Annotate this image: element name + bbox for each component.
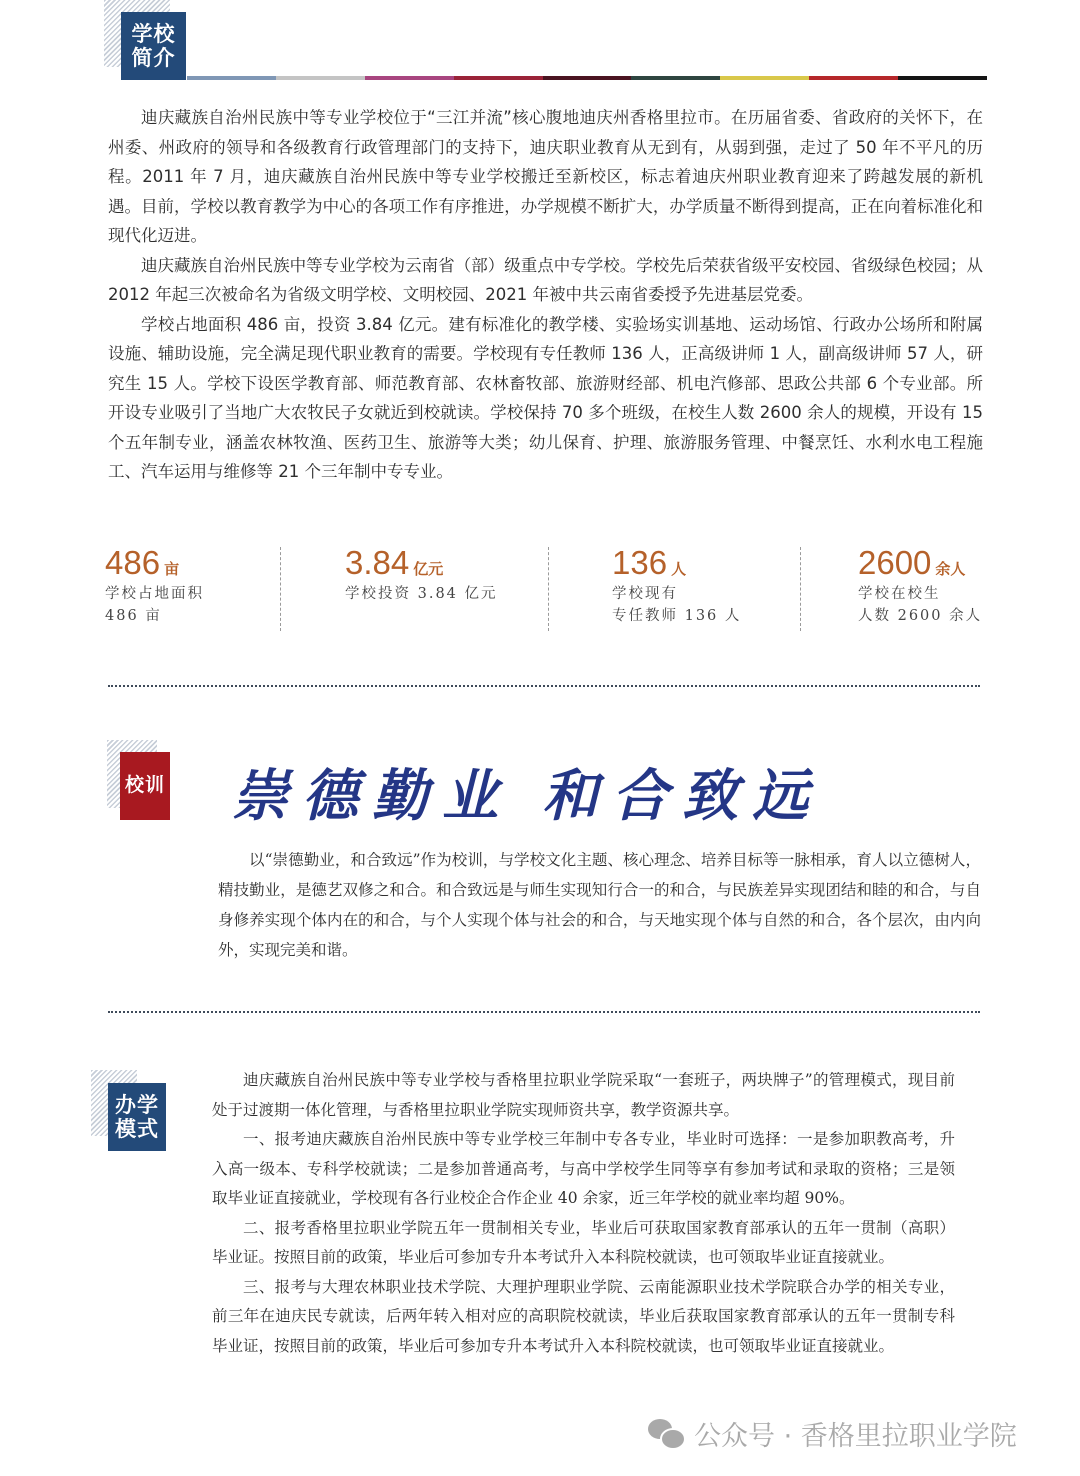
motto-text bbox=[218, 845, 981, 965]
stripe-segment bbox=[187, 76, 276, 80]
model-paragraph-4: 三、报考与大理农林职业技术学院、大理护理职业学院、云南能源职业技术学院联合办学的相关专业，前三年在迪庆民专就读，后两年转入相对应的高职院校就读，毕业后获取国家教育部承认的五年一贯制专科毕业证，按照目前的政策，毕业后可参加专升本考试升入本科院校就读，也可领取毕业证直接就业。 bbox=[212, 1277, 955, 1355]
stat-unit: 余人 bbox=[935, 560, 966, 578]
stat-desc-line1: 学校占地面积 bbox=[105, 586, 204, 602]
model-paragraph-2: 一、报考迪庆藏族自治州民族中等专业学校三年制中专各专业，毕业时可选择：一是参加职教高考，升入高一级本、专科学校就读；二是参加普通高考，与高中学校学生同等享有参加考试和录取的资格；三是领取毕业证直接就业，学校现有各行业校企合作企业 40 余家，近三年学校的就业率均超 90%。 bbox=[212, 1130, 955, 1207]
stripe-segment bbox=[365, 76, 454, 80]
intro-paragraph-1: 迪庆藏族自治州民族中等专业学校位于“三江并流”核心腹地迪庆州香格里拉市。在历届省委、省政府的关怀下，在州委、州政府的领导和各级教育行政管理部门的支持下，迪庆职业教育从无到有，从弱到强，走过了 50 年不平凡的历程。2011 年 7 月，迪庆藏族自治州民族中等专业学校搬迁至新校区，标志着迪庆州职业教育迎来了跨越发展的新机遇。目前，学校以教育教学为中心的各项工作有序推进，办学规模不断扩大，办学质量不断得到提高，正在向着标准化和现代化迈进。 bbox=[108, 108, 983, 245]
stat-desc bbox=[345, 583, 535, 605]
stripe-segment bbox=[809, 76, 898, 80]
motto-part1: 崇德勤业 bbox=[232, 763, 512, 829]
stripe-segment bbox=[454, 76, 543, 80]
stripe-segment bbox=[276, 76, 365, 80]
stat-desc-line2: 专任教师 136 人 bbox=[612, 608, 742, 624]
model-text bbox=[212, 1066, 955, 1361]
wechat-watermark bbox=[648, 1414, 1017, 1453]
intro-paragraph-3: 学校占地面积 486 亩，投资 3.84 亿元。建有标准化的教学楼、实验场实训基地、运动场馆、行政办公场所和附属设施、辅助设施，完全满足现代职业教育的需要。学校现有专任教师 136 人，正高级讲师 1 人，副高级讲师 57 人，研究生 15 人。学校下设医学教育部、师范教育部、农林畜牧部、旅游财经部、机电汽修部、思政公共部 6 个专业部。所开设专业吸引了当地广大农牧民子女就近到校就读。学校保持 70 多个班级，在校生人数 2600 余人的规模，开设有 15 个五年制专业，涵盖农林牧渔、医药卫生、旅游等大类；幼儿保育、护理、旅游服务管理、中餐烹饪、水利水电工程施工、汽车运用与维修等 21 个三年制中专专业。 bbox=[108, 314, 983, 481]
intro-badge-line1: 学校 bbox=[131, 21, 176, 46]
stat-desc-line1: 学校在校生 bbox=[858, 586, 941, 602]
stripe-segment bbox=[543, 76, 632, 80]
color-stripe-divider bbox=[187, 76, 987, 80]
intro-text bbox=[108, 103, 983, 487]
watermark-text: 公众号 · 香格里拉职业学院 bbox=[694, 1421, 1017, 1452]
intro-badge bbox=[121, 12, 186, 80]
stat-desc bbox=[105, 583, 275, 627]
dotted-separator bbox=[108, 1011, 980, 1013]
stat-divider bbox=[800, 547, 801, 631]
model-paragraph-3: 二、报考香格里拉职业学院五年一贯制相关专业，毕业后可获取国家教育部承认的五年一贯制（高职）毕业证。按照目前的政策，毕业后可参加专升本考试升入本科院校就读，也可领取毕业证直接就业。 bbox=[212, 1218, 955, 1266]
motto-paragraph: 以“崇德勤业，和合致远”作为校训，与学校文化主题、核心理念、培养目标等一脉相承，育人以立德树人，精技勤业，是德艺双修之和合。和合致远是与师生实现知行合一的和合，与民族差异实现团结和睦的和合，与自身修养实现个体内在的和合，与个人实现个体与社会的和合，与天地实现个体与自然的和合，各个层次，由内向外，实现完美和谐。 bbox=[218, 851, 981, 959]
stat-investment bbox=[345, 545, 535, 633]
model-paragraph-1: 迪庆藏族自治州民族中等专业学校与香格里拉职业学院采取“一套班子，两块牌子”的管理模式，现目前处于过渡期一体化管理，与香格里拉职业学院实现师资共享，教学资源共享。 bbox=[212, 1071, 955, 1119]
stat-divider bbox=[280, 547, 281, 631]
model-badge-line2: 模式 bbox=[115, 1117, 159, 1141]
stat-divider bbox=[548, 547, 549, 631]
model-badge bbox=[108, 1083, 166, 1151]
stat-desc-line2: 人数 2600 余人 bbox=[858, 608, 983, 624]
intro-badge-line2: 简介 bbox=[131, 46, 176, 70]
wechat-icon bbox=[648, 1419, 684, 1449]
intro-paragraph-2: 迪庆藏族自治州民族中等专业学校为云南省（部）级重点中专学校。学校先后荣获省级平安校园、省级绿色校园；从 2012 年起三次被命名为省级文明学校、文明校园、2021 年被中共云南省委授予先进基层党委。 bbox=[108, 255, 983, 304]
motto-calligraphy bbox=[232, 752, 822, 832]
stat-desc-line2: 486 亩 bbox=[105, 608, 162, 624]
stat-unit: 亿元 bbox=[413, 560, 444, 578]
stat-value: 3.84 bbox=[345, 544, 410, 581]
motto-part2: 和合致远 bbox=[542, 763, 822, 829]
stat-value: 486 bbox=[105, 544, 161, 581]
stripe-segment bbox=[720, 76, 809, 80]
stat-unit: 亩 bbox=[164, 560, 180, 578]
model-badge-line1: 办学 bbox=[115, 1092, 159, 1117]
stat-students bbox=[858, 545, 998, 633]
stats-row bbox=[105, 545, 985, 633]
stat-desc bbox=[858, 583, 998, 627]
stat-desc-line1: 学校投资 3.84 亿元 bbox=[345, 586, 498, 602]
motto-badge-label: 校训 bbox=[124, 774, 165, 797]
stat-teachers bbox=[612, 545, 792, 633]
stat-value: 2600 bbox=[858, 544, 932, 581]
stat-desc bbox=[612, 583, 792, 627]
stat-value: 136 bbox=[612, 544, 668, 581]
stripe-segment bbox=[631, 76, 720, 80]
motto-badge bbox=[120, 752, 170, 820]
stat-unit: 人 bbox=[671, 560, 687, 578]
stat-area bbox=[105, 545, 275, 633]
dotted-separator bbox=[108, 685, 980, 687]
stripe-segment bbox=[898, 76, 987, 80]
stat-desc-line1: 学校现有 bbox=[612, 586, 678, 602]
